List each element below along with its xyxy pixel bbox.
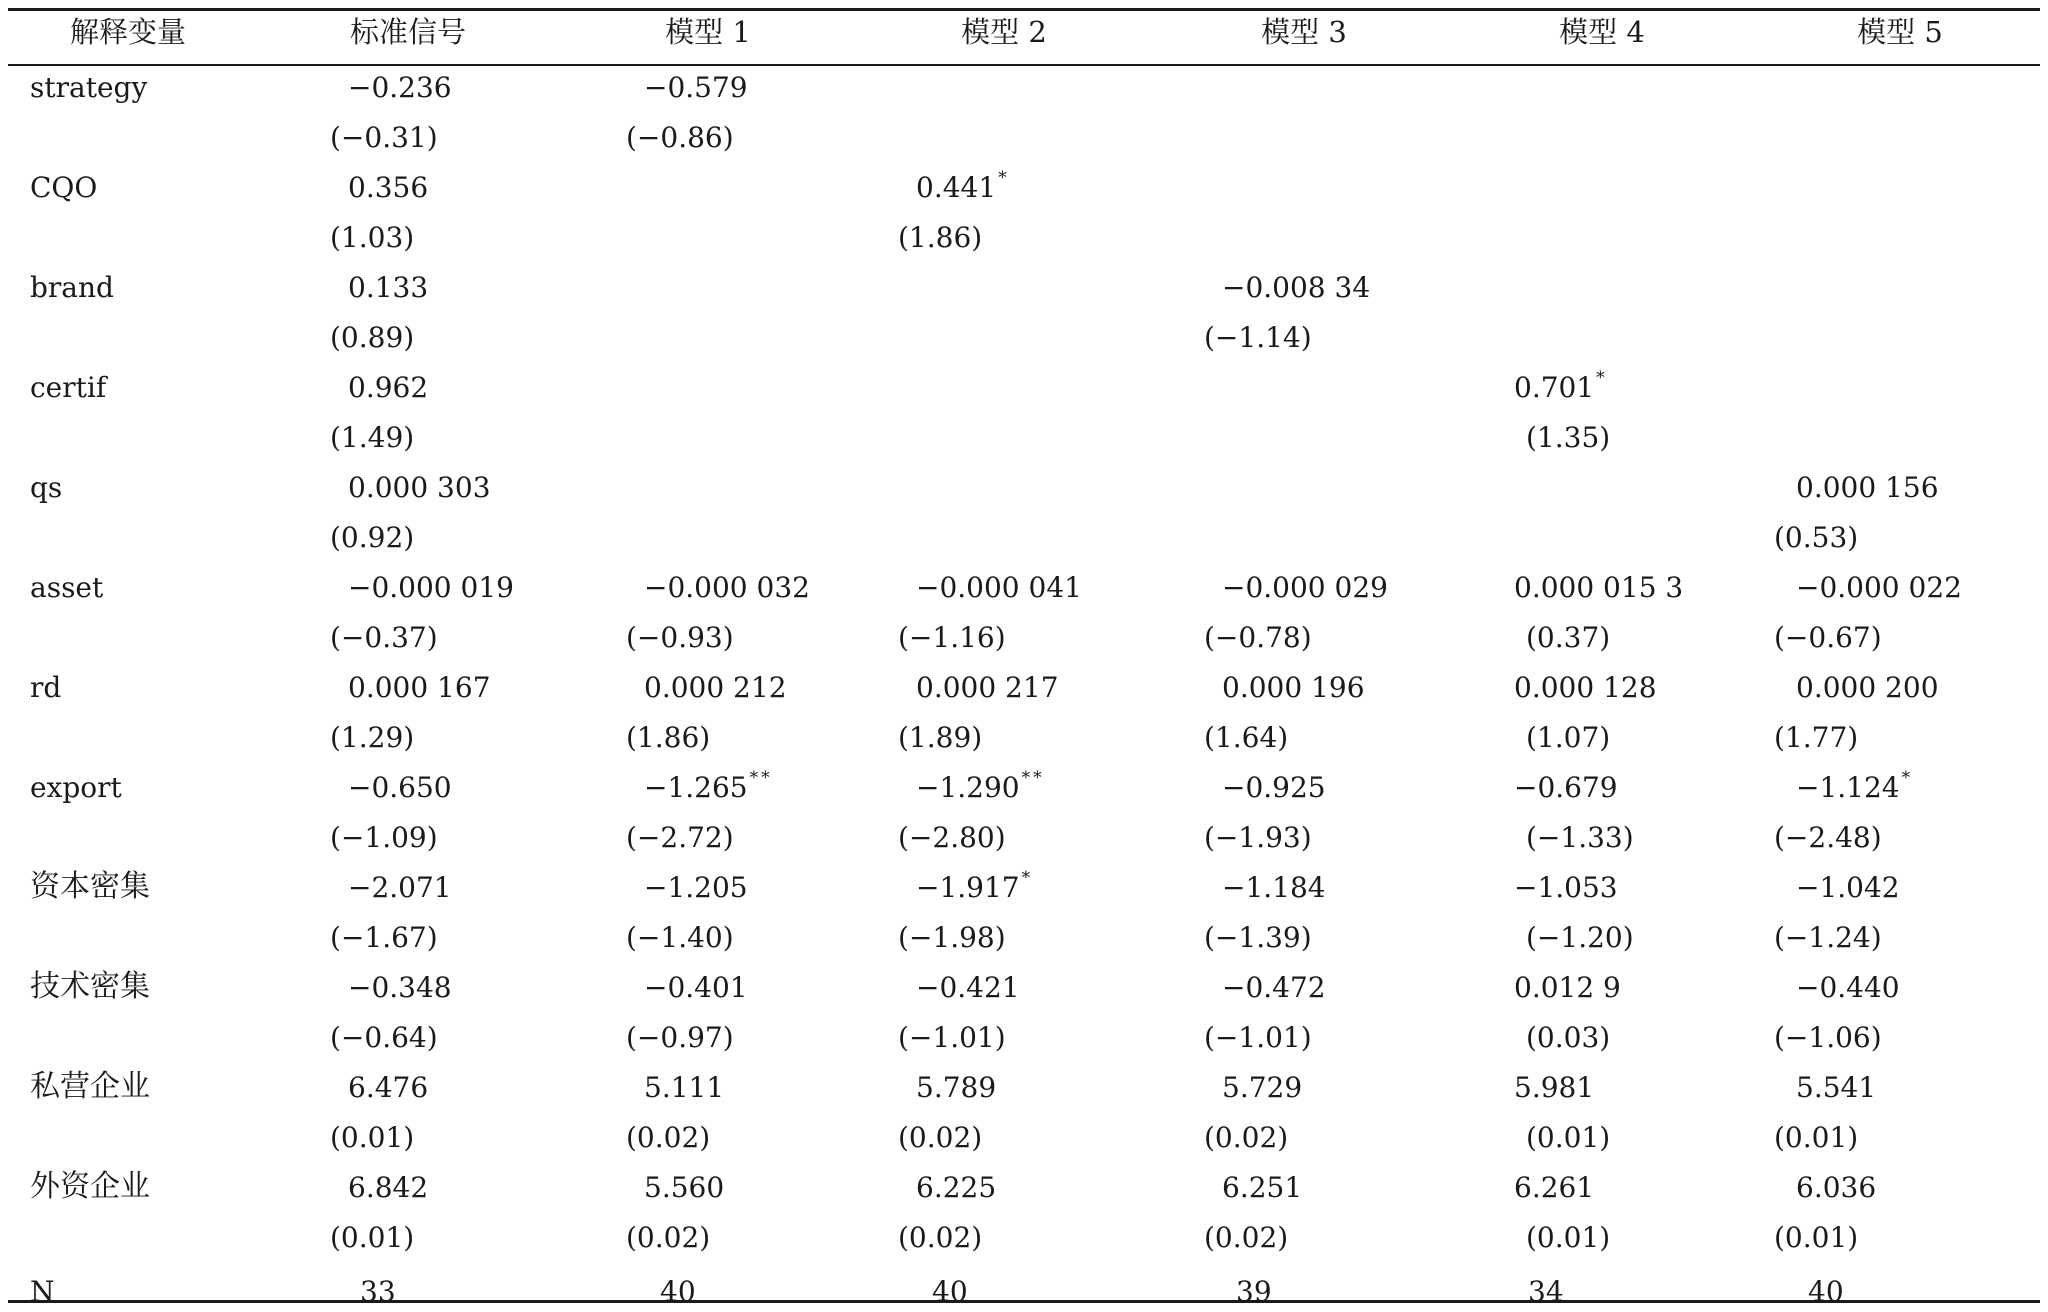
header-variable: 解释变量 <box>69 15 187 49</box>
t-stat-cell: (−1.40) <box>626 921 734 954</box>
coef-value: 6.261 <box>1514 1171 1595 1204</box>
coef-cell <box>644 768 773 804</box>
coef-value: −0.440 <box>1796 971 1900 1004</box>
coef-value: 0.000 196 <box>1222 671 1365 704</box>
coef-value: 6.225 <box>916 1171 997 1204</box>
coef-cell <box>644 971 748 1004</box>
coef-cell <box>1796 671 1939 704</box>
coef-value: −1.290 <box>916 771 1020 804</box>
coef-cell <box>348 871 452 904</box>
coef-cell <box>644 871 748 904</box>
t-stat-cell: (−0.31) <box>330 121 438 154</box>
coef-value: −1.053 <box>1514 871 1618 904</box>
row-label-n: N <box>30 1275 55 1308</box>
coef-value: 6.842 <box>348 1171 429 1204</box>
t-stat-cell: (−0.78) <box>1204 621 1312 654</box>
coef-value: −0.650 <box>348 771 452 804</box>
coef-cell <box>348 271 429 304</box>
row-label: qs <box>30 471 63 504</box>
t-stat-cell: (−1.14) <box>1204 321 1312 354</box>
t-stat-cell: (−1.20) <box>1526 921 1634 954</box>
t-stat-cell: (1.86) <box>626 721 711 754</box>
t-stat-cell: (0.02) <box>626 1221 711 1254</box>
coef-cell <box>1222 1071 1303 1104</box>
coef-value: −0.000 032 <box>644 571 810 604</box>
t-stat-cell: (−1.39) <box>1204 921 1312 954</box>
header-col-model-2: 模型 2 <box>961 15 1047 49</box>
t-stat-cell: (0.01) <box>1774 1221 1859 1254</box>
coef-value: −0.401 <box>644 971 748 1004</box>
t-stat-cell: (−0.64) <box>330 1021 438 1054</box>
t-stat-cell: (1.07) <box>1526 721 1611 754</box>
coef-value: −0.008 34 <box>1222 271 1371 304</box>
coef-cell <box>1514 1071 1595 1104</box>
coef-value: 0.000 217 <box>916 671 1059 704</box>
coef-cell <box>1514 571 1684 604</box>
t-stat-cell: (0.02) <box>1204 1121 1289 1154</box>
t-stat-cell: (0.02) <box>898 1221 983 1254</box>
regression-table <box>8 8 2040 1308</box>
coef-value: 0.000 200 <box>1796 671 1939 704</box>
coef-value: 5.560 <box>644 1171 725 1204</box>
row-label: 技术密集 <box>30 969 150 1004</box>
coef-value: 5.541 <box>1796 1071 1877 1104</box>
n-value-cell: 40 <box>932 1275 968 1308</box>
t-stat-cell: (−1.01) <box>1204 1021 1312 1054</box>
coef-value: 5.729 <box>1222 1071 1303 1104</box>
coef-value: 0.012 9 <box>1514 971 1621 1004</box>
coef-value: 5.111 <box>644 1071 725 1104</box>
n-value-cell: 39 <box>1236 1275 1272 1308</box>
coef-cell <box>644 1171 725 1204</box>
coef-value: 0.701 <box>1514 371 1595 404</box>
coef-cell <box>1796 571 1962 604</box>
n-value-cell: 34 <box>1528 1275 1564 1308</box>
t-stat-cell: (−2.80) <box>898 821 1006 854</box>
coef-cell <box>1222 271 1371 304</box>
coef-cell <box>1796 871 1900 904</box>
significance-stars: * <box>998 168 1010 188</box>
t-stat-cell: (1.77) <box>1774 721 1859 754</box>
coef-value: −0.000 041 <box>916 571 1082 604</box>
t-stat-cell: (−2.48) <box>1774 821 1882 854</box>
coef-cell <box>1222 671 1365 704</box>
t-stat-cell: (−0.97) <box>626 1021 734 1054</box>
header-col-standard-signal: 标准信号 <box>349 15 467 49</box>
t-stat-cell: (−1.67) <box>330 921 438 954</box>
coef-cell <box>1222 1171 1303 1204</box>
t-stat-cell: (−1.06) <box>1774 1021 1882 1054</box>
header-col-model-1: 模型 1 <box>665 15 751 49</box>
t-stat-cell: (−0.37) <box>330 621 438 654</box>
t-stat-cell: (0.01) <box>1774 1121 1859 1154</box>
coef-cell <box>1514 1171 1595 1204</box>
coef-cell <box>644 671 787 704</box>
n-value-cell: 40 <box>1808 1275 1844 1308</box>
t-stat-cell: (1.49) <box>330 421 415 454</box>
t-stat-cell: (−0.93) <box>626 621 734 654</box>
coef-value: 6.476 <box>348 1071 429 1104</box>
t-stat-cell: (0.01) <box>330 1221 415 1254</box>
bottom-rule <box>8 1300 2040 1303</box>
coef-value: −1.042 <box>1796 871 1900 904</box>
coef-cell <box>644 71 748 104</box>
coef-cell <box>644 1071 725 1104</box>
coef-cell <box>1796 1071 1877 1104</box>
coef-value: −0.421 <box>916 971 1020 1004</box>
coef-cell <box>1222 871 1326 904</box>
coef-value: 6.251 <box>1222 1171 1303 1204</box>
coef-cell <box>916 868 1034 904</box>
coef-cell <box>916 971 1020 1004</box>
t-stat-cell: (−0.86) <box>626 121 734 154</box>
row-label: strategy <box>30 71 148 104</box>
coef-cell <box>916 571 1082 604</box>
t-stat-cell: (−1.16) <box>898 621 1006 654</box>
significance-stars: * <box>1021 868 1034 888</box>
coef-cell <box>916 768 1045 804</box>
coef-value: −0.236 <box>348 71 452 104</box>
t-stat-cell: (1.29) <box>330 721 415 754</box>
coef-value: −0.579 <box>644 71 748 104</box>
coef-value: 0.356 <box>348 171 429 204</box>
coef-cell <box>348 971 452 1004</box>
t-stat-cell: (−1.98) <box>898 921 1006 954</box>
coef-cell <box>644 571 810 604</box>
significance-stars: ** <box>749 768 773 788</box>
coef-cell <box>916 671 1059 704</box>
row-label: CQO <box>30 171 98 204</box>
t-stat-cell: (0.02) <box>1204 1221 1289 1254</box>
coef-value: 5.981 <box>1514 1071 1595 1104</box>
significance-stars: * <box>1901 768 1914 788</box>
top-rule <box>8 8 2040 11</box>
coef-cell <box>1222 771 1326 804</box>
coef-cell <box>1222 571 1388 604</box>
coef-value: −0.000 029 <box>1222 571 1388 604</box>
t-stat-cell: (0.89) <box>330 321 415 354</box>
coef-cell <box>1222 971 1326 1004</box>
t-stat-cell: (−0.67) <box>1774 621 1882 654</box>
coef-cell <box>1796 971 1900 1004</box>
t-stat-cell: (−1.33) <box>1526 821 1634 854</box>
coef-cell <box>348 471 491 504</box>
row-label: 外资企业 <box>30 1169 150 1204</box>
t-stat-cell: (−1.93) <box>1204 821 1312 854</box>
coef-value: −1.265 <box>644 771 748 804</box>
n-value-cell: 40 <box>660 1275 696 1308</box>
coef-value: −0.679 <box>1514 771 1618 804</box>
t-stat-cell: (0.01) <box>1526 1121 1611 1154</box>
row-label: rd <box>30 671 62 704</box>
n-value-cell: 33 <box>360 1275 396 1308</box>
header-col-model-3: 模型 3 <box>1261 15 1347 49</box>
t-stat-cell: (0.53) <box>1774 521 1859 554</box>
significance-stars: ** <box>1021 768 1045 788</box>
coef-cell <box>348 171 429 204</box>
row-label: export <box>30 771 122 804</box>
coef-value: 0.962 <box>348 371 429 404</box>
t-stat-cell: (1.35) <box>1526 421 1611 454</box>
coef-cell <box>348 1071 429 1104</box>
coef-value: −1.184 <box>1222 871 1326 904</box>
coef-value: 0.441 <box>916 171 997 204</box>
coef-value: 0.000 303 <box>348 471 491 504</box>
t-stat-cell: (1.03) <box>330 221 415 254</box>
significance-stars: * <box>1596 368 1608 388</box>
coef-cell <box>1796 768 1914 804</box>
t-stat-cell: (1.89) <box>898 721 983 754</box>
coef-cell <box>348 571 514 604</box>
coef-cell <box>1514 671 1657 704</box>
coef-cell <box>916 168 1010 204</box>
header-col-model-5: 模型 5 <box>1857 15 1943 49</box>
row-label: brand <box>30 271 114 304</box>
coef-value: 5.789 <box>916 1071 997 1104</box>
coef-cell <box>1514 971 1621 1004</box>
coef-cell <box>348 671 491 704</box>
coef-value: 0.133 <box>348 271 429 304</box>
t-stat-cell: (0.01) <box>330 1121 415 1154</box>
coef-cell <box>1796 471 1939 504</box>
coef-cell <box>348 71 452 104</box>
t-stat-cell: (0.92) <box>330 521 415 554</box>
t-stat-cell: (0.02) <box>626 1121 711 1154</box>
row-label: 私营企业 <box>30 1069 150 1104</box>
coef-value: −0.000 022 <box>1796 571 1962 604</box>
coef-value: −2.071 <box>348 871 452 904</box>
coef-value: −0.925 <box>1222 771 1326 804</box>
coef-value: 0.000 167 <box>348 671 491 704</box>
coef-value: 0.000 128 <box>1514 671 1657 704</box>
coef-value: 0.000 015 3 <box>1514 571 1684 604</box>
coef-value: −0.000 019 <box>348 571 514 604</box>
coef-value: −1.124 <box>1796 771 1900 804</box>
t-stat-cell: (0.37) <box>1526 621 1611 654</box>
coef-value: 0.000 156 <box>1796 471 1939 504</box>
coef-value: −1.205 <box>644 871 748 904</box>
coef-value: 6.036 <box>1796 1171 1877 1204</box>
row-label: certif <box>30 371 107 404</box>
coef-cell <box>1796 1171 1877 1204</box>
coef-cell <box>1514 368 1608 404</box>
coef-value: −0.348 <box>348 971 452 1004</box>
t-stat-cell: (1.86) <box>898 221 983 254</box>
coef-value: 0.000 212 <box>644 671 787 704</box>
t-stat-cell: (−1.24) <box>1774 921 1882 954</box>
t-stat-cell: (−1.09) <box>330 821 438 854</box>
coef-cell <box>348 371 429 404</box>
coef-cell <box>1514 771 1618 804</box>
coef-cell <box>1514 871 1618 904</box>
header-rule <box>8 64 2040 66</box>
t-stat-cell: (−2.72) <box>626 821 734 854</box>
t-stat-cell: (0.03) <box>1526 1021 1611 1054</box>
t-stat-cell: (0.01) <box>1526 1221 1611 1254</box>
header-col-model-4: 模型 4 <box>1559 15 1645 49</box>
row-label: 资本密集 <box>30 869 150 904</box>
coef-cell <box>348 771 452 804</box>
coef-cell <box>916 1171 997 1204</box>
coef-value: −0.472 <box>1222 971 1326 1004</box>
coef-value: −1.917 <box>916 871 1020 904</box>
t-stat-cell: (0.02) <box>898 1121 983 1154</box>
coef-cell <box>916 1071 997 1104</box>
t-stat-cell: (−1.01) <box>898 1021 1006 1054</box>
t-stat-cell: (1.64) <box>1204 721 1289 754</box>
coef-cell <box>348 1171 429 1204</box>
row-label: asset <box>30 571 104 604</box>
